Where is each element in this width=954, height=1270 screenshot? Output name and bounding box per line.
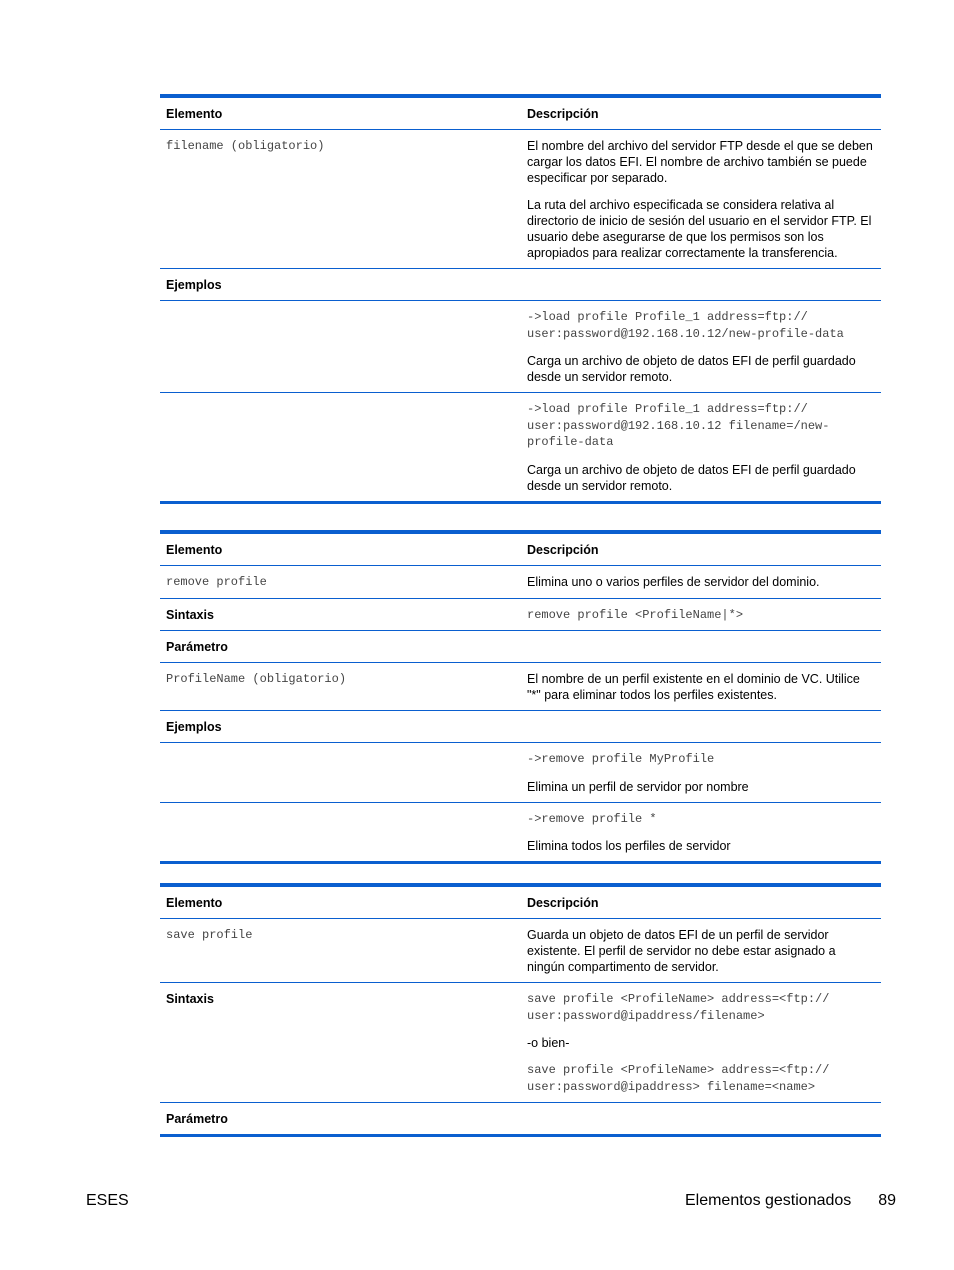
parameter-label: Parámetro (166, 640, 228, 654)
table-row (160, 663, 881, 711)
example-description: Elimina un perfil de servidor por nombre (527, 779, 749, 794)
table-header-row (160, 534, 881, 566)
header-descripcion: Descripción (527, 896, 599, 910)
syntax-or: -o bien- (527, 1036, 570, 1050)
item-save-profile: save profile (166, 928, 253, 942)
syntax-code: save profile <ProfileName> address=<ftp:// user:password@ipaddress/filename> (527, 992, 830, 1023)
example-description: Carga un archivo de objeto de datos EFI de perfil guardado desde un servidor remoto. (527, 462, 856, 493)
table-save-profile (160, 883, 881, 1137)
table-bottom-rule (160, 501, 881, 504)
syntax-label: Sintaxis (166, 992, 214, 1006)
table-bottom-rule (160, 861, 881, 864)
table-remove-profile (160, 530, 881, 864)
table-load-profile (160, 94, 881, 504)
syntax-label: Sintaxis (166, 607, 214, 622)
table-header-row (160, 887, 881, 919)
page-number: 89 (878, 1192, 896, 1209)
filename-description: El nombre del archivo del servidor FTP desde el que se deben cargar los datos EFI. El nombre de archivo también se puede especificar por separado. (527, 139, 873, 185)
profilename-description: El nombre de un perfil existente en el dominio de VC. Utilice "*" para eliminar todos los perfiles existentes. (527, 672, 860, 702)
footer-left: ESES (86, 1192, 129, 1209)
footer-section-title: Elementos gestionados (684, 1192, 852, 1209)
table-row (160, 983, 881, 1103)
example-code: ->load profile Profile_1 address=ftp:// user:password@192.168.10.12 filename=/new- profile-data (527, 402, 830, 449)
save-profile-description: Guarda un objeto de datos EFI de un perfil de servidor existente. El perfil de servidor no debe estar asignado a ningún compartimento de servidor. (527, 928, 836, 974)
table-row (160, 130, 881, 269)
table-row (160, 269, 881, 301)
remove-profile-description: Elimina uno o varios perfiles de servidor del dominio. (527, 575, 820, 589)
example-code: ->load profile Profile_1 address=ftp:// user:password@192.168.10.12/new-profile-data (527, 310, 844, 341)
table-row (160, 743, 881, 803)
example-code: ->remove profile MyProfile (527, 752, 715, 766)
header-elemento: Elemento (166, 896, 223, 910)
header-elemento: Elemento (166, 543, 223, 557)
example-description: Elimina todos los perfiles de servidor (527, 839, 731, 853)
table-row (160, 393, 881, 501)
table-row (160, 803, 881, 862)
item-filename: filename (obligatorio) (166, 139, 325, 153)
table-row (160, 631, 881, 663)
table-row (160, 711, 881, 743)
header-descripcion: Descripción (527, 107, 599, 121)
table-bottom-rule (160, 1134, 881, 1137)
examples-label: Ejemplos (166, 278, 222, 292)
table-row (160, 301, 881, 393)
table-header-row (160, 98, 881, 130)
syntax-code-alt: save profile <ProfileName> address=<ftp:// user:password@ipaddress> filename=<name> (527, 1063, 830, 1094)
syntax-code: remove profile <ProfileName|*> (527, 607, 744, 622)
item-remove-profile: remove profile (166, 575, 267, 589)
header-descripcion: Descripción (527, 543, 599, 557)
table-row (160, 919, 881, 983)
parameter-label: Parámetro (166, 1112, 228, 1126)
item-profilename: ProfileName (obligatorio) (166, 672, 347, 686)
table-row (160, 599, 881, 632)
example-description: Carga un archivo de objeto de datos EFI de perfil guardado desde un servidor remoto. (527, 354, 856, 384)
table-row (160, 1103, 881, 1134)
table-row (160, 566, 881, 599)
footer-right (685, 1192, 896, 1210)
filename-path-note: La ruta del archivo especificada se considera relativa al directorio de inicio de sesión del usuario en el servidor FTP. El usuario debe asegurarse de que los permisos son los apropiados para realizar correctamente la transferencia. (527, 198, 872, 260)
header-elemento: Elemento (166, 107, 223, 121)
examples-label: Ejemplos (166, 720, 222, 734)
example-code: ->remove profile * (527, 811, 657, 826)
